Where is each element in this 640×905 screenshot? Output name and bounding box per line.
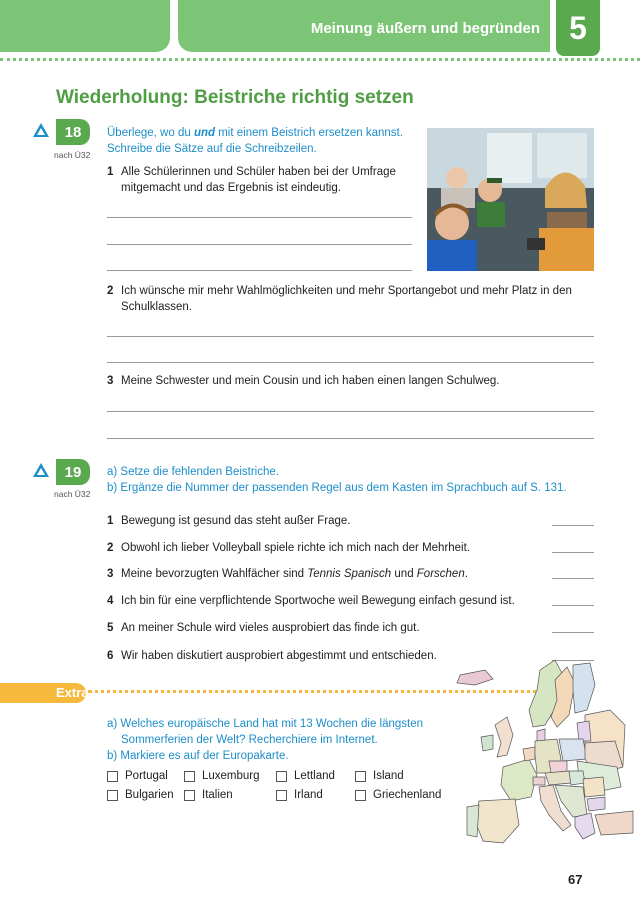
exercise-18-instruction: Überlege, wo du und mit einem Beistrich ersetzen kannst. Schreibe die Sätze auf die Schreibzeilen.	[107, 127, 403, 155]
header-divider	[0, 58, 640, 61]
exercise-19-task-3: 3 Meine bevorzugten Wahlfächer sind Tennis Spanisch und Forschen.	[107, 568, 468, 580]
exercise-18-task-3: 3 Meine Schwester und mein Cousin und ich haben einen langen Schulweg.	[107, 375, 500, 387]
exercise-19-task-4: 4 Ich bin für eine verpflichtende Sportwoche weil Bewegung einfach gesund ist.	[107, 595, 515, 607]
writing-line[interactable]	[107, 217, 412, 218]
answer-line[interactable]	[552, 552, 594, 553]
checkbox[interactable]	[107, 790, 118, 801]
exercise-19-task-1: 1 Bewegung ist gesund das steht außer Frage.	[107, 515, 351, 527]
writing-line[interactable]	[107, 270, 412, 271]
page-title: Wiederholung: Beistriche richtig setzen	[56, 87, 414, 108]
checkbox[interactable]	[276, 771, 287, 782]
bus-photo	[427, 128, 594, 271]
extra-question: a) Welches europäische Land hat mit 13 Wochen die längsten Sommerferien der Welt? Recherchiere im Internet. b) Markiere es auf der Europakarte.	[107, 718, 424, 762]
exercise-18-task-2: 2 Ich wünsche mir mehr Wahlmöglichkeiten und mehr Sportangebot und mehr Platz in den Schulklassen.	[107, 285, 572, 313]
answer-line[interactable]	[552, 605, 594, 606]
writing-line[interactable]	[107, 244, 412, 245]
exercise-19-reference: nach Ü32	[54, 489, 91, 499]
exercise-18-reference: nach Ü32	[54, 150, 91, 160]
level-triangle-icon	[32, 462, 50, 478]
writing-line[interactable]	[107, 411, 594, 412]
answer-line[interactable]	[552, 578, 594, 579]
checkbox[interactable]	[355, 790, 366, 801]
exercise-18-number: 18	[56, 119, 90, 145]
level-triangle-icon	[32, 122, 50, 138]
chapter-title: Meinung äußern und begründen	[310, 20, 540, 37]
option-lettland[interactable]: Lettland	[276, 770, 335, 782]
checkbox[interactable]	[184, 790, 195, 801]
checkbox[interactable]	[276, 790, 287, 801]
answer-line[interactable]	[552, 632, 594, 633]
answer-line[interactable]	[552, 525, 594, 526]
exercise-19-task-2: 2 Obwohl ich lieber Volleyball spiele richte ich mich nach der Mehrheit.	[107, 542, 471, 554]
page-number: 67	[568, 872, 583, 887]
checkbox[interactable]	[355, 771, 366, 782]
exercise-19-instruction: a) Setze die fehlenden Beistriche. b) Ergänze die Nummer der passenden Regel aus dem Kasten im Sprachbuch auf S. 131.	[107, 466, 567, 494]
option-irland[interactable]: Irland	[276, 789, 323, 801]
writing-line[interactable]	[107, 336, 594, 337]
option-bulgarien[interactable]: Bulgarien	[107, 789, 174, 801]
chapter-number: 5	[556, 0, 600, 56]
writing-line[interactable]	[107, 438, 594, 439]
option-griechenland[interactable]: Griechenland	[355, 789, 441, 801]
checkbox[interactable]	[184, 771, 195, 782]
extra-label: Extra	[56, 685, 89, 700]
option-italien[interactable]: Italien	[184, 789, 233, 801]
option-portugal[interactable]: Portugal	[107, 770, 168, 782]
writing-line[interactable]	[107, 362, 594, 363]
europe-map[interactable]	[445, 655, 635, 875]
exercise-19-task-5: 5 An meiner Schule wird vieles ausprobiert das finde ich gut.	[107, 622, 420, 634]
exercise-19-number: 19	[56, 459, 90, 485]
option-luxemburg[interactable]: Luxemburg	[184, 770, 260, 782]
header-tab-left	[0, 0, 170, 52]
checkbox[interactable]	[107, 771, 118, 782]
exercise-19-task-6: 6 Wir haben diskutiert ausprobiert abgestimmt und entschieden.	[107, 650, 437, 662]
option-island[interactable]: Island	[355, 770, 404, 782]
exercise-18-task-1: 1 Alle Schülerinnen und Schüler haben bei der Umfrage mitgemacht und das Ergebnis ist eindeutig.	[107, 166, 396, 194]
